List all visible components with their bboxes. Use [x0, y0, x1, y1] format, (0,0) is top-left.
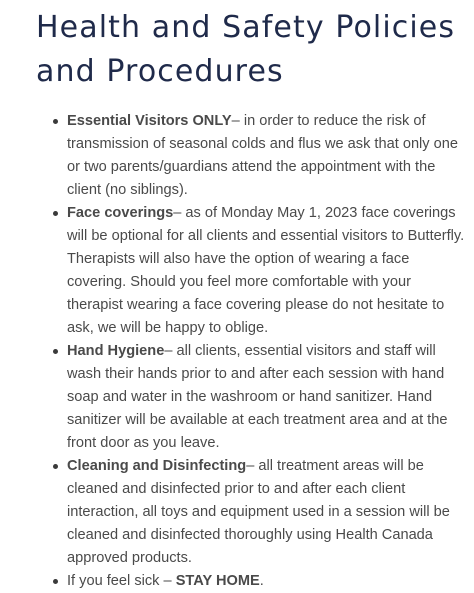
- page-title-line-1: Health and Safety Policies: [36, 10, 456, 45]
- policy-item-hand-hygiene: [67, 340, 467, 455]
- bullet-icon: [53, 349, 58, 354]
- bullet-icon: [53, 211, 58, 216]
- bullet-icon: [53, 119, 58, 124]
- policy-text: – all clients, essential visitors and staff will wash their hands prior to and after each session with hand soap and water in the washroom or hand sanitizer. Hand sanitizer will be available at each treatment area and at the front door as you leave.: [67, 343, 448, 451]
- policy-title: Hand Hygiene: [67, 343, 165, 359]
- policy-text: If you feel sick –: [67, 573, 176, 589]
- policy-title: Essential Visitors ONLY: [67, 113, 232, 129]
- policy-text: – in order to reduce the risk of transmission of seasonal colds and flus we ask that only one or two parents/guardians attend the appointment with the client (no siblings).: [67, 113, 459, 198]
- bullet-icon: [53, 464, 58, 469]
- policy-item-essential-visitors: [67, 110, 467, 202]
- policy-item-stay-home: [67, 570, 467, 593]
- policy-text-suffix: .: [259, 573, 264, 589]
- policy-item-face-coverings: [67, 202, 467, 340]
- policy-list: [67, 110, 467, 593]
- policy-title: Cleaning and Disinfecting: [67, 458, 247, 474]
- page-title: [36, 6, 466, 94]
- policy-item-cleaning: [67, 455, 467, 570]
- page-title-line-2: and Procedures: [36, 54, 284, 89]
- policy-title: Face coverings: [67, 205, 174, 221]
- policy-text: – as of Monday May 1, 2023 face coverings will be optional for all clients and essential visitors to Butterfly. Therapists will also have the option of wearing a face covering. Should you feel more comfortable with your therapist wearing a face covering please do not hesitate to ask, we will be happy to oblige.: [67, 205, 465, 336]
- bullet-icon: [53, 579, 58, 584]
- stay-home-emphasis: STAY HOME: [175, 573, 260, 589]
- policy-text: – all treatment areas will be cleaned and disinfected prior to and after each client interaction, all toys and equipment used in a session will be cleaned and disinfected thoroughly using Health Canada approved products.: [67, 458, 450, 566]
